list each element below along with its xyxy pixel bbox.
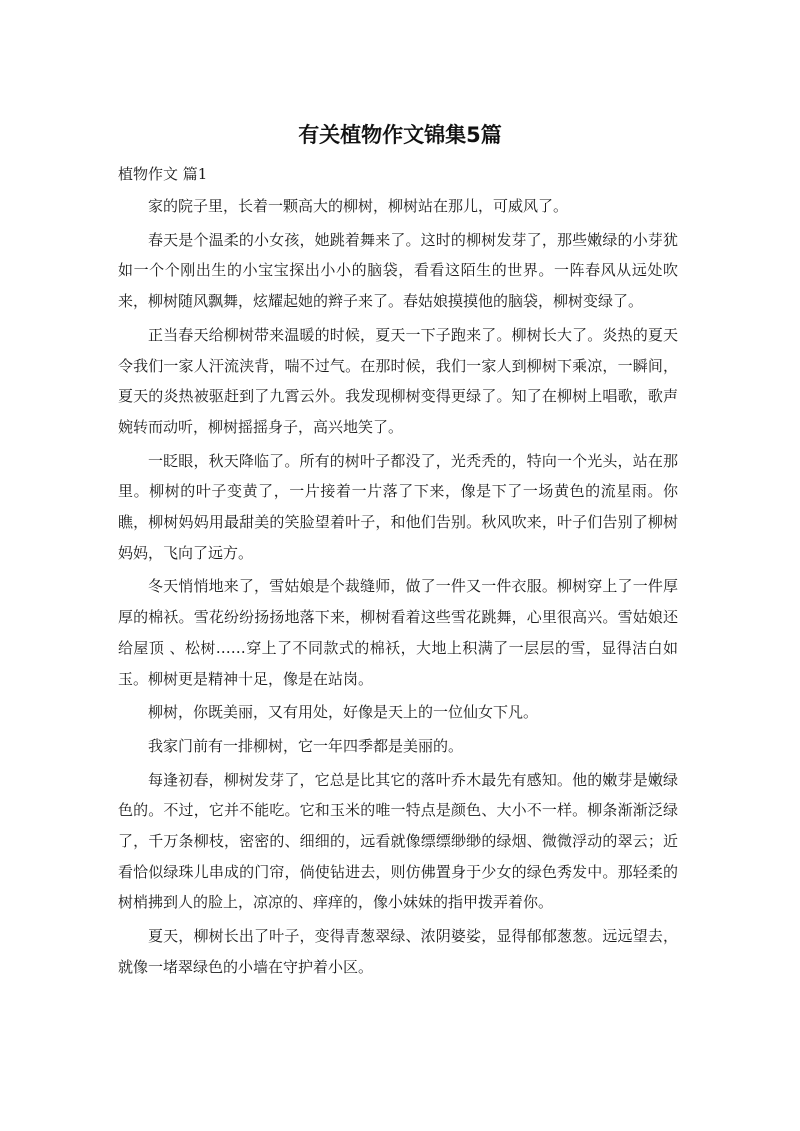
paragraph: 柳树，你既美丽，又有用处，好像是天上的一位仙女下凡。 <box>148 703 539 722</box>
paragraph: 一眨眼，秋天降临了。所有的树叶子都没了，光秃秃的，特向一个光头，站在那里。柳树的叶子变黄了，一片接着一片落了下来，像是下了一场黄色的流星雨。你瞧，柳树妈妈用最甜美的笑脸望着叶子，和他们告别。秋风吹来，叶子们告别了柳树妈妈，飞向了远方。 <box>118 451 678 562</box>
section-heading: 植物作文 篇1 <box>118 165 208 183</box>
paragraph: 家的院子里，长着一颗高大的柳树，柳树站在那儿，可威风了。 <box>148 197 569 215</box>
paragraph: 正当春天给柳树带来温暖的时候，夏天一下子跑来了。柳树长大了。炎热的夏天令我们一家人汗流浃背，喘不过气。在那时候，我们一家人到柳树下乘凉，一瞬间，夏天的炎热被驱赶到了九霄云外。我发现柳树变得更绿了。知了在柳树上唱歌，歌声婉转而动听，柳树摇摇身子，高兴地笑了。 <box>118 325 678 436</box>
paragraph: 春天是个温柔的小女孩，她跳着舞来了。这时的柳树发芽了，那些嫩绿的小芽犹如一个个刚出生的小宝宝探出小小的脑袋，看看这陌生的世界。一阵春风从远处吹来，柳树随风飘舞，炫耀起她的辫子来了。春姑娘摸摸他的脑袋，柳树变绿了。 <box>118 230 678 311</box>
paragraph: 每逢初春，柳树发芽了，它总是比其它的落叶乔木最先有感知。他的嫩芽是嫩绿色的。不过，它并不能吃。它和玉米的唯一特点是颜色、大小不一样。柳条渐渐泛绿了，千万条柳枝，密密的、细细的，远看就像缥缥缈缈的绿烟、微微浮动的翠云；近看恰似绿珠儿串成的门帘，倘使钻进去，则仿佛置身于少女的绿色秀发中。那轻柔的树梢拂到人的脸上，凉凉的、痒痒的，像小妹妹的指甲拨弄着你。 <box>118 770 678 912</box>
paragraph: 冬天悄悄地来了，雪姑娘是个裁缝师，做了一件又一件衣服。柳树穿上了一件厚厚的棉袄。雪花纷纷扬扬地落下来，柳树看着这些雪花跳舞，心里很高兴。雪姑娘还给屋顶 、松树……穿上了不同款式的棉袄，大地上积满了一层层的雪，显得洁白如玉。柳树更是精神十足，像是在站岗。 <box>118 577 678 688</box>
document-title: 有关植物作文锦集5篇 <box>298 123 502 147</box>
paragraph: 夏天，柳树长出了叶子，变得青葱翠绿、浓阴婆娑，显得郁郁葱葱。远远望去，就像一堵翠绿色的小墙在守护着小区。 <box>118 927 678 976</box>
paragraph: 我家门前有一排柳树，它一年四季都是美丽的。 <box>148 736 464 755</box>
document-body <box>118 191 678 986</box>
